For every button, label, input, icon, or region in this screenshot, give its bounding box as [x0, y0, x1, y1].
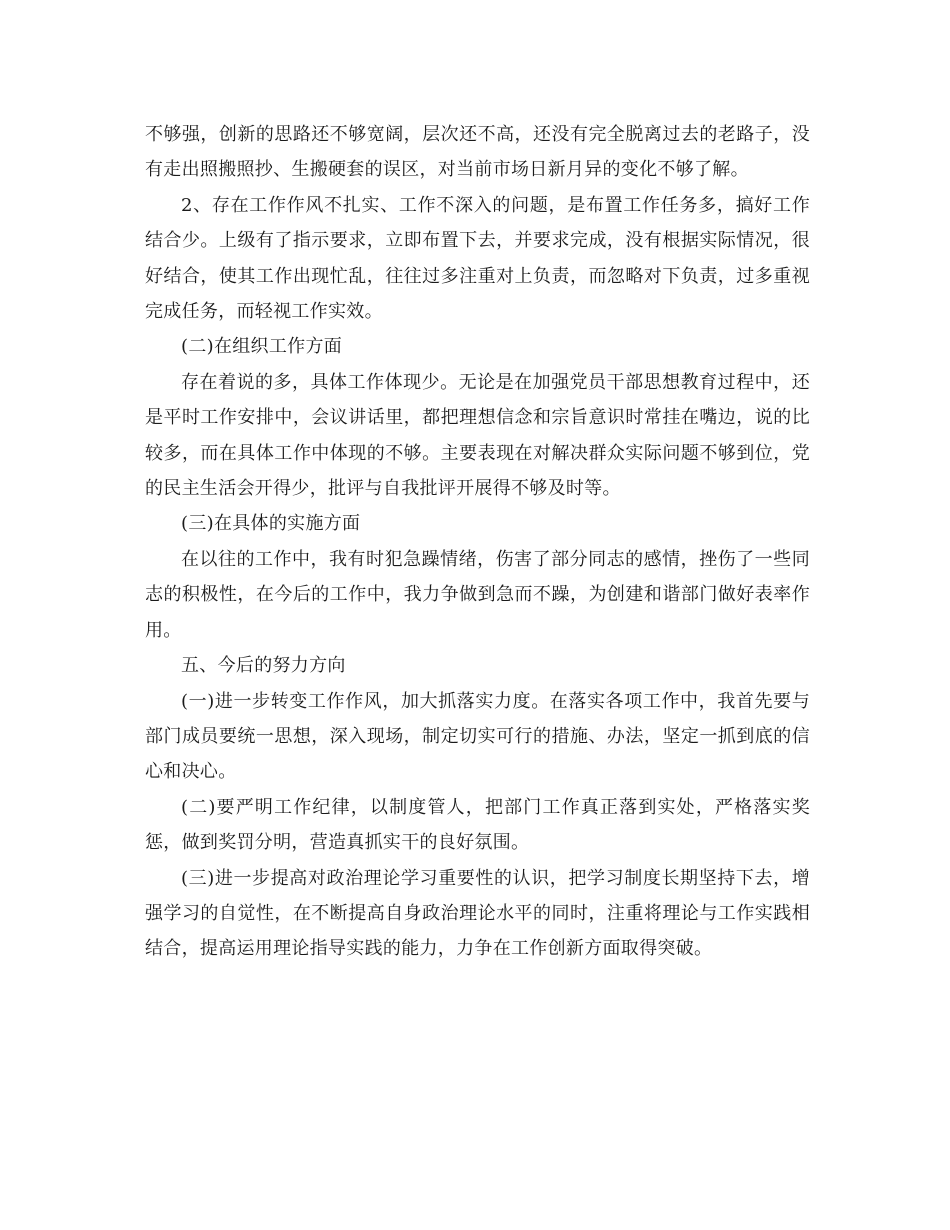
paragraph-organization: 存在着说的多，具体工作体现少。无论是在加强党员干部思想教育过程中，还是平时工作安排中，会议讲话里，都把理想信念和宗旨意识时常挂在嘴边，说的比较多，而在具体工作中体现的不够。主要表现在对解决群众实际问题不够到位，党的民主生活会开得少，批评与自我批评开展得不够及时等。	[145, 371, 810, 500]
document-body	[145, 117, 810, 967]
paragraph-future-3: (三)进一步提高对政治理论学习重要性的认识，把学习制度长期坚持下去，增强学习的自觉性，在不断提高自身政治理论水平的同时，注重将理论与工作实践相结合，提高运用理论指导实践的能力，力争在工作创新方面取得突破。	[145, 867, 810, 960]
paragraph-item-2: 2、存在工作作风不扎实、工作不深入的问题，是布置工作任务多，搞好工作结合少。上级有了指示要求，立即布置下去，并要求完成，没有根据实际情况，很好结合，使其工作出现忙乱，往往过多注重对上负责，而忽略对下负责，过多重视完成任务，而轻视工作实效。	[145, 194, 810, 323]
section-heading-organization: (二)在组织工作方面	[181, 336, 343, 358]
paragraph-future-2: (二)要严明工作纪律，以制度管人，把部门工作真正落到实处，严格落实奖惩，做到奖罚分明，营造真抓实干的良好氛围。	[145, 796, 810, 854]
paragraph-implementation: 在以往的工作中，我有时犯急躁情绪，伤害了部分同志的感情，挫伤了一些同志的积极性，在今后的工作中，我力争做到急而不躁，为创建和谐部门做好表率作用。	[145, 548, 810, 641]
paragraph-continuation: 不够强，创新的思路还不够宽阔，层次还不高，还没有完全脱离过去的老路子，没有走出照搬照抄、生搬硬套的误区，对当前市场日新月异的变化不够了解。	[145, 124, 810, 181]
section-heading-implementation: (三)在具体的实施方面	[181, 513, 361, 535]
section-heading-future-direction: 五、今后的努力方向	[181, 655, 346, 677]
paragraph-future-1: (一)进一步转变工作作风，加大抓落实力度。在落实各项工作中，我首先要与部门成员要统一思想，深入现场，制定切实可行的措施、办法，坚定一抓到底的信心和决心。	[145, 690, 810, 783]
